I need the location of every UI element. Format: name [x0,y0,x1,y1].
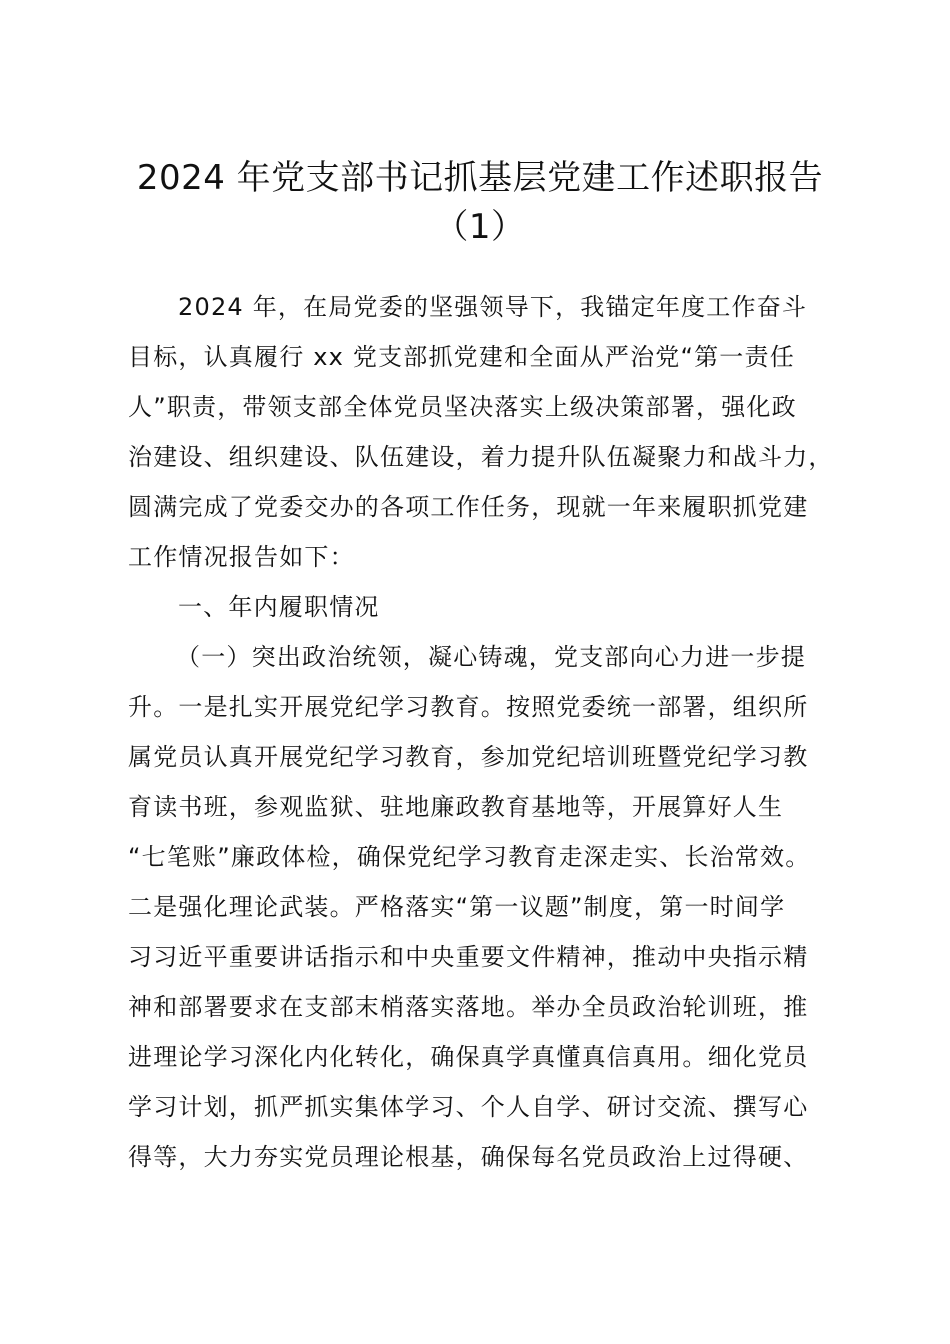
document-title: 2024 年党支部书记抓基层党建工作述职报告 [136,158,824,198]
document-body [128,282,868,1182]
paragraph-line: 升。一是扎实开展党纪学习教育。按照党委统一部署，组织所 [128,693,809,721]
paragraph-line: 2024 年，在局党委的坚强领导下，我锚定年度工作奋斗 [178,293,808,321]
paragraph-line: 人”职责，带领支部全体党员坚决落实上级决策部署，强化政 [128,393,797,421]
paragraph-line: 学习计划，抓严抓实集体学习、个人自学、研讨交流、撰写心 [128,1093,809,1121]
paragraph-line: 习习近平重要讲话指示和中央重要文件精神，推动中央指示精 [128,943,809,971]
paragraph-line: 目标，认真履行 xx 党支部抓党建和全面从严治党“第一责任 [128,343,795,371]
document-title-number: （1） [434,207,526,247]
paragraph-line: “七笔账”廉政体检，确保党纪学习教育走深走实、长治常效。 [128,843,811,871]
paragraph-line: 圆满完成了党委交办的各项工作任务，现就一年来履职抓党建 [128,493,809,521]
paragraph-line: 得等，大力夯实党员理论根基，确保每名党员政治上过得硬、 [128,1143,809,1171]
section-heading: 一、年内履职情况 [178,593,380,621]
paragraph-line: 二是强化理论武装。严格落实“第一议题”制度，第一时间学 [128,893,786,921]
paragraph-line: 治建设、组织建设、队伍建设，着力提升队伍凝聚力和战斗力， [128,443,834,471]
paragraph-line: 神和部署要求在支部末梢落实落地。举办全员政治轮训班，推 [128,993,809,1021]
paragraph-line: 工作情况报告如下： [128,543,355,571]
paragraph-line: 进理论学习深化内化转化，确保真学真懂真信真用。细化党员 [128,1043,809,1071]
paragraph-line: 育读书班，参观监狱、驻地廉政教育基地等，开展算好人生 [128,793,784,821]
paragraph-line: （一）突出政治统领，凝心铸魂，党支部向心力进一步提 [176,643,806,671]
paragraph-line: 属党员认真开展党纪学习教育，参加党纪培训班暨党纪学习教 [128,743,809,771]
